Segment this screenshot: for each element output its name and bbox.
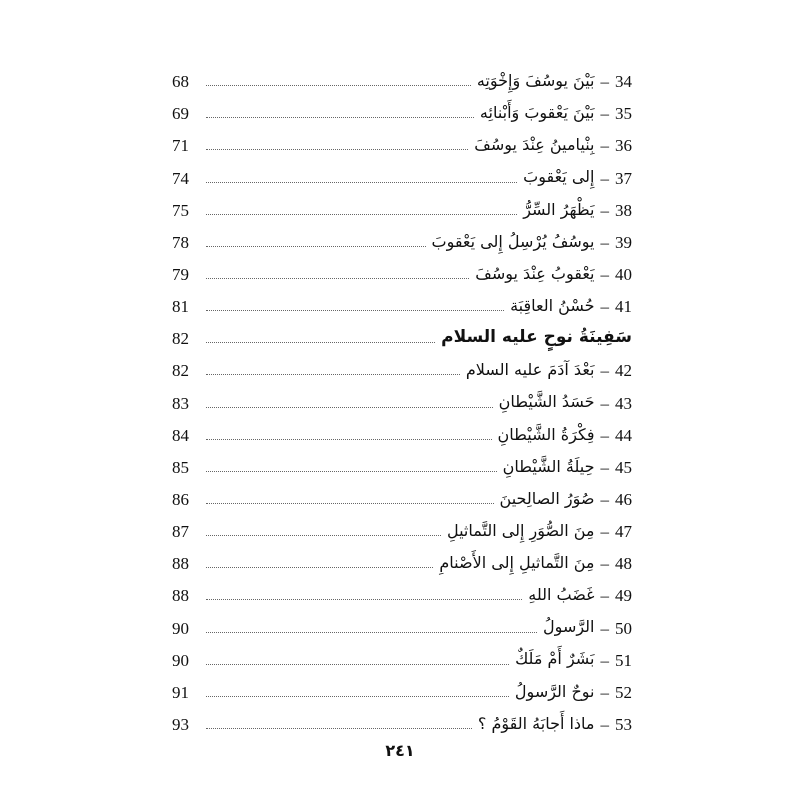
toc-entry-number: 43 <box>615 393 632 413</box>
toc-entry-page-number: 86 <box>172 489 189 509</box>
toc-entry-number: 39 <box>615 232 632 252</box>
toc-entry-title: فِكْرَةُ الشَّيْطانِ <box>497 424 595 444</box>
toc-entry-page-number: 88 <box>172 554 189 574</box>
dot-leader <box>206 598 522 600</box>
toc-entry-dash: – <box>600 264 609 284</box>
toc-entry-dash: – <box>600 361 609 381</box>
toc-section-heading <box>172 315 632 347</box>
toc-entry-title: بِنْيامينُ عِنْدَ يوسُفَ <box>474 135 595 155</box>
toc-entry-number: 46 <box>615 489 632 509</box>
toc-entry-number: 36 <box>615 136 632 156</box>
toc-entry-page-number: 84 <box>172 425 189 445</box>
dot-leader <box>206 534 441 536</box>
toc-entry-dash: – <box>600 136 609 156</box>
toc-entry <box>172 444 632 476</box>
toc-entry-dash: – <box>600 618 609 638</box>
toc-entry-title: يَعْقوبُ عِنْدَ يوسُفَ <box>475 263 595 283</box>
toc-entry-dash: – <box>600 489 609 509</box>
toc-entry-dash: – <box>600 457 609 477</box>
toc-entry <box>172 122 632 154</box>
toc-entry-page-number: 75 <box>172 200 189 220</box>
toc-entry <box>172 476 632 508</box>
toc-entry <box>172 58 632 90</box>
toc-entry <box>172 219 632 251</box>
dot-leader <box>206 470 497 472</box>
toc-entry-number: 41 <box>615 297 632 317</box>
toc-entry-number: 53 <box>615 714 632 734</box>
toc-entry-title: نوحٌ الرَّسولُ <box>514 681 595 701</box>
dot-leader <box>206 245 426 247</box>
toc-entry <box>172 379 632 411</box>
toc-entry-dash: – <box>600 682 609 702</box>
toc-entry <box>172 637 632 669</box>
toc-entry-title: حَسَدُ الشَّيْطانِ <box>498 392 595 412</box>
toc-entry-page-number: 91 <box>172 682 189 702</box>
dot-leader <box>206 406 493 408</box>
toc-entry-dash: – <box>600 586 609 606</box>
toc-entry-number: 45 <box>615 457 632 477</box>
toc-entry-page-number: 68 <box>172 72 189 92</box>
toc-entry-number: 51 <box>615 650 632 670</box>
toc-entry-page-number: 90 <box>172 618 189 638</box>
toc-entry-title: إِلى يَعْقوبَ <box>523 167 595 187</box>
toc-entry-dash: – <box>600 104 609 124</box>
toc-entry-dash: – <box>600 714 609 734</box>
toc-entry-number: 44 <box>615 425 632 445</box>
toc-entry-page-number: 69 <box>172 104 189 124</box>
dot-leader <box>206 502 494 504</box>
toc-entry <box>172 283 632 315</box>
toc-entry-page-number: 85 <box>172 457 189 477</box>
toc-entry <box>172 508 632 540</box>
toc-entry-dash: – <box>600 72 609 92</box>
toc-entry <box>172 701 632 733</box>
toc-entry-dash: – <box>600 168 609 188</box>
toc-entry-title: غَضَبُ اللهِ <box>528 585 595 605</box>
dot-leader <box>206 148 468 150</box>
toc-entry-page-number: 93 <box>172 714 189 734</box>
toc-entry-number: 35 <box>615 104 632 124</box>
toc-entry-title: حُسْنُ العاقِبَة <box>510 295 595 315</box>
toc-entry-dash: – <box>600 522 609 542</box>
toc-entry-dash: – <box>600 200 609 220</box>
toc-entry-dash: – <box>600 650 609 670</box>
toc-entry-number: 34 <box>615 72 632 92</box>
toc-entry-page-number: 88 <box>172 586 189 606</box>
dot-leader <box>206 566 433 568</box>
toc-entry-number: 38 <box>615 200 632 220</box>
dot-leader <box>206 116 474 118</box>
toc-entry-title: بَيْنَ يَعْقوبَ وَأَبْنائِه <box>479 103 595 123</box>
dot-leader <box>206 341 435 343</box>
toc-entry-title: حِيلَةُ الشَّيْطانِ <box>502 456 595 476</box>
toc-entry <box>172 540 632 572</box>
dot-leader <box>206 181 517 183</box>
toc-entry-title: مِنَ التَّماثيلِ إِلى الأَصْنامِ <box>439 553 595 573</box>
toc-entry <box>172 251 632 283</box>
toc-entry-number: 42 <box>615 361 632 381</box>
dot-leader <box>206 213 517 215</box>
toc-entry <box>172 604 632 636</box>
toc-entry-title: يَظْهَرُ السِّرُّ <box>523 199 595 219</box>
toc-entry-page-number: 82 <box>172 361 189 381</box>
toc-entry-page-number: 79 <box>172 264 189 284</box>
toc-entry-number: 49 <box>615 586 632 606</box>
toc-entry-number: 47 <box>615 522 632 542</box>
toc-entry <box>172 412 632 444</box>
toc-entry-number: 50 <box>615 618 632 638</box>
toc-entry <box>172 90 632 122</box>
page-number-footer: ٢٤١ <box>385 741 415 760</box>
toc-entry-title: بَيْنَ يوسُفَ وَإِخْوَتِه <box>476 70 595 90</box>
toc-entry-page-number: 71 <box>172 136 189 156</box>
dot-leader <box>206 695 509 697</box>
toc-entry-number: 40 <box>615 264 632 284</box>
toc-entry <box>172 187 632 219</box>
dot-leader <box>206 663 509 665</box>
toc-entry <box>172 347 632 379</box>
toc-entry-title: يوسُفُ يُرْسِلُ إِلى يَعْقوبَ <box>431 231 595 251</box>
toc-entry-title: الرَّسولُ <box>543 617 595 637</box>
toc-entry-page-number: 83 <box>172 393 189 413</box>
toc-entry-number: 48 <box>615 554 632 574</box>
toc-entry-dash: – <box>600 554 609 574</box>
dot-leader <box>206 727 472 729</box>
toc-entry <box>172 154 632 186</box>
toc-entry-title: مِنَ الصُّوَرِ إِلى التَّماثيلِ <box>446 520 595 540</box>
toc-entry-page-number: 81 <box>172 297 189 317</box>
dot-leader <box>206 277 469 279</box>
toc-entry <box>172 669 632 701</box>
toc-entry-number: 52 <box>615 682 632 702</box>
toc-entry-dash: – <box>600 393 609 413</box>
toc-entry-title: بَشَرٌ أَمْ مَلَكٌ <box>515 649 595 669</box>
toc-entry-title: ماذا أَجابَهُ القَوْمُ ؟ <box>477 713 595 733</box>
section-title: سَفِينَةُ نوحٍ عليه السلام <box>441 326 632 347</box>
table-of-contents <box>172 58 632 733</box>
dot-leader <box>206 373 460 375</box>
dot-leader <box>206 438 492 440</box>
dot-leader <box>206 309 504 311</box>
toc-entry-page-number: 87 <box>172 522 189 542</box>
toc-entry <box>172 572 632 604</box>
dot-leader <box>206 84 471 86</box>
toc-entry-page-number: 90 <box>172 650 189 670</box>
toc-entry-number: 37 <box>615 168 632 188</box>
toc-entry-dash: – <box>600 232 609 252</box>
toc-entry-dash: – <box>600 297 609 317</box>
toc-entry-title: بَعْدَ آدَمَ عليه السلام <box>465 360 595 380</box>
toc-entry-title: صُوَرُ الصالِحينَ <box>499 488 595 508</box>
toc-entry-page-number: 82 <box>172 329 189 349</box>
toc-entry-page-number: 78 <box>172 232 189 252</box>
toc-entry-page-number: 74 <box>172 168 189 188</box>
toc-entry-dash: – <box>600 425 609 445</box>
dot-leader <box>206 631 537 633</box>
